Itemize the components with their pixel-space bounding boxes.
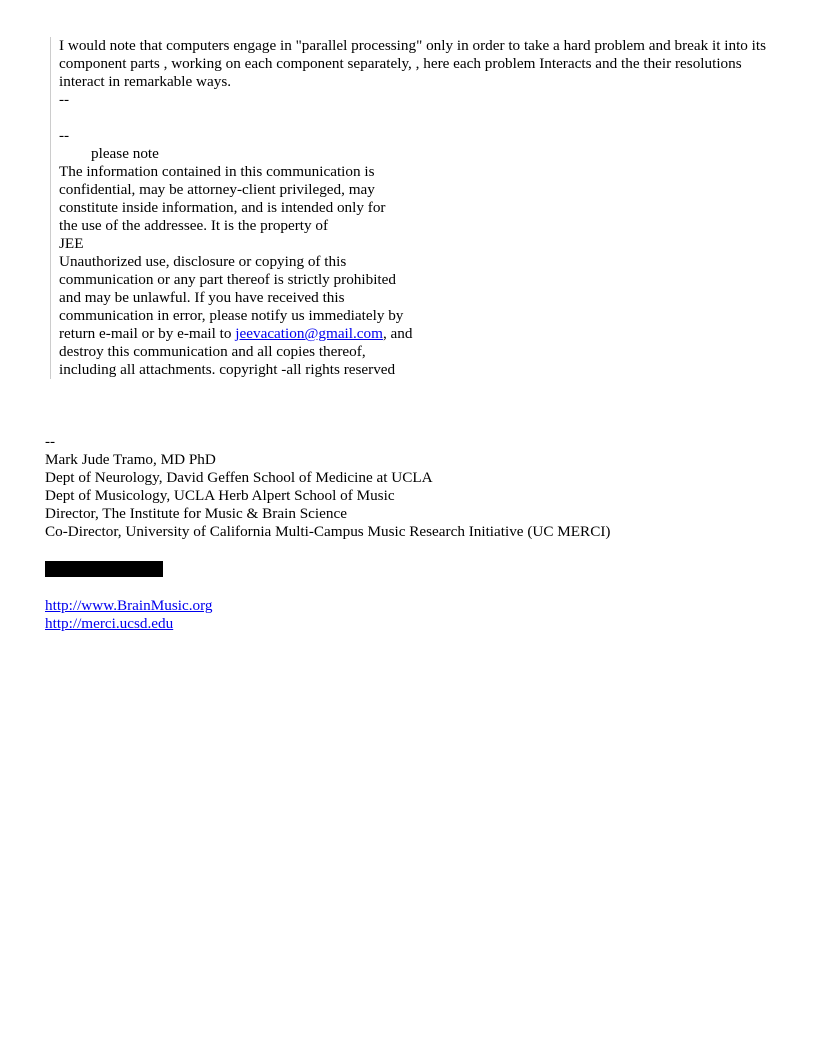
signature-affiliation: Co-Director, University of California Multi-Campus Music Research Initiative (UC MERCI) — [45, 523, 611, 540]
disclaimer-line: destroy this communication and all copies thereof, — [59, 343, 366, 360]
disclaimer-text: return e-mail or by e-mail to — [59, 325, 236, 342]
brainmusic-link[interactable]: http://www.BrainMusic.org — [45, 597, 213, 614]
disclaimer-line: JEE — [59, 235, 84, 252]
disclaimer-line: The information contained in this communication is — [59, 163, 375, 180]
quoted-reply — [50, 37, 789, 379]
separator-dash: -- — [59, 127, 70, 144]
quoted-paragraph: I would note that computers engage in "parallel processing" only in order to take a hard problem and break it into its component parts , working on each component separately, , here each problem Interacts and the their resolutions interact in remarkable ways. — [59, 37, 767, 90]
disclaimer-line: and may be unlawful. If you have received this — [59, 289, 345, 306]
separator-dash: -- — [59, 91, 70, 108]
disclaimer-email-line — [59, 325, 789, 343]
disclaimer-line: including all attachments. copyright -all rights reserved — [59, 361, 396, 378]
disclaimer-line: communication or any part thereof is strictly prohibited — [59, 271, 396, 288]
disclaimer-line: confidential, may be attorney-client privileged, may — [59, 181, 375, 198]
disclaimer-line: constitute inside information, and is intended only for — [59, 199, 386, 216]
email-signature — [45, 433, 785, 633]
blank-line — [59, 109, 789, 127]
redaction-block — [45, 561, 163, 577]
merci-link[interactable]: http://merci.ucsd.edu — [45, 615, 174, 632]
signature-dash: -- — [45, 433, 56, 450]
disclaimer-text: , and — [382, 325, 413, 342]
email-link[interactable]: jeevacation@gmail.com — [235, 325, 383, 342]
signature-affiliation: Dept of Musicology, UCLA Herb Alpert School of Music — [45, 487, 395, 504]
disclaimer-line: the use of the addressee. It is the property of — [59, 217, 329, 234]
disclaimer-line: communication in error, please notify us immediately by — [59, 307, 404, 324]
signature-affiliation: Dept of Neurology, David Geffen School of Medicine at UCLA — [45, 469, 433, 486]
please-note-label: please note — [91, 145, 159, 162]
disclaimer-line: Unauthorized use, disclosure or copying of this — [59, 253, 347, 270]
signature-name: Mark Jude Tramo, MD PhD — [45, 451, 216, 468]
signature-affiliation: Director, The Institute for Music & Brain Science — [45, 505, 347, 522]
